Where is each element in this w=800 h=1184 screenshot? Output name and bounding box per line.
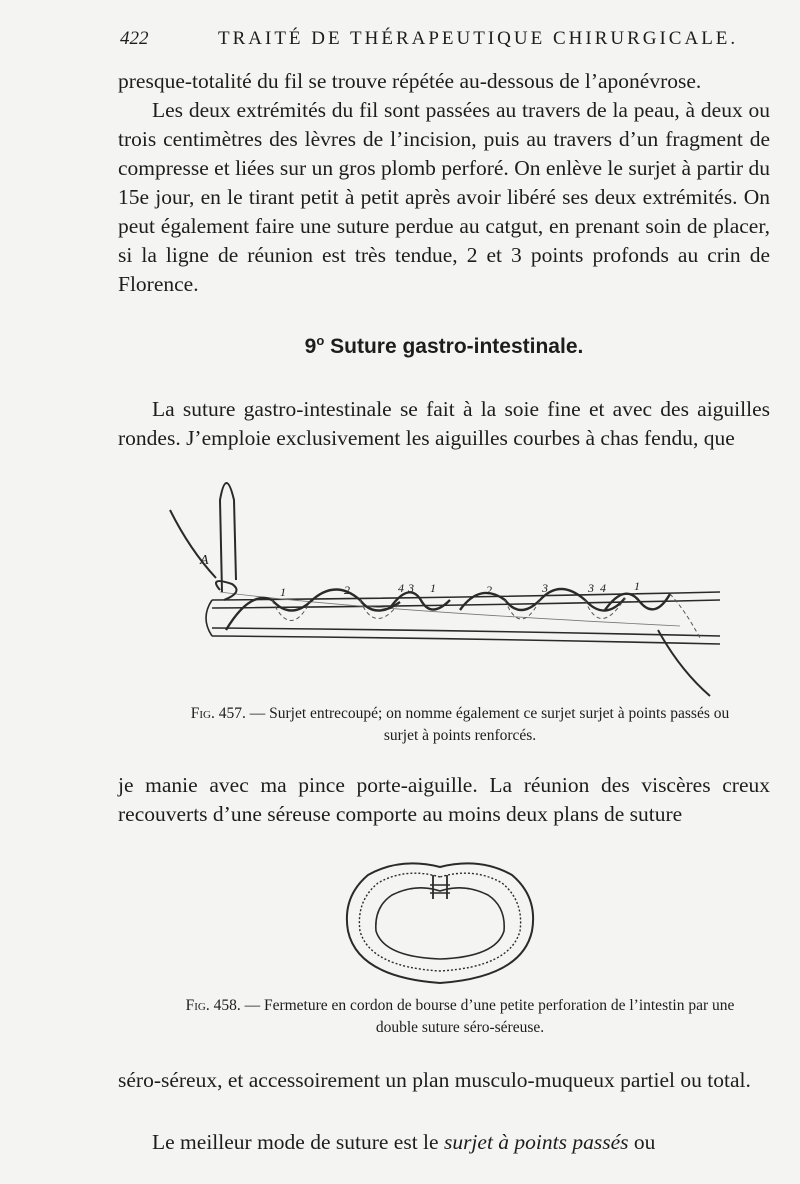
label-a: A — [200, 553, 209, 568]
paragraph-suture-technique: Les deux extrémités du fil sont passées au travers de la peau, à deux ou trois centimètres des lèvres de l’incision, puis au travers d’un fragment de compresse et liées sur un gros plomb perforé. On enlève le surjet à partir du 15e jour, en le tirant petit à petit après avoir libéré ses deux extrémités. On peut également faire une suture perdue au catgut, en prenant soin de placer, si la ligne de réunion est très tendue, 2 et 3 points profonds au crin de Florence. — [118, 98, 770, 296]
paragraph-continuation: presque-totalité du fil se trouve répétée au-dessous de l’aponévrose. — [118, 69, 702, 93]
stitch-label: 4 — [600, 581, 606, 595]
best-suture-text-start: Le meilleur mode de suture est le — [152, 1130, 444, 1154]
intestine-cross-section — [347, 863, 533, 983]
figure-458-caption — [170, 995, 750, 1039]
figure-457-illustration — [160, 460, 730, 700]
figure-458-illustration — [340, 855, 540, 990]
section-heading — [118, 333, 770, 359]
figure-458-caption-text: — Fermeture en cordon de bourse d’une petite perforation de l’intestin par une double suture séro-séreuse. — [240, 997, 735, 1036]
stitch-label: 1 — [430, 581, 436, 595]
section-number: 9 — [304, 335, 317, 358]
section-ordinal: o — [316, 333, 325, 348]
paragraph-needle-holder: je manie avec ma pince porte-aiguille. La réunion des viscères creux recouverts d’une séreuse comporte au moins deux plans de suture — [118, 773, 770, 826]
stitch-label: 4 — [398, 581, 404, 595]
figure-457-caption-text: — Surjet entrecoupé; on nomme également ce surjet surjet à points passés ou surjet à points renforcés. — [245, 705, 730, 744]
stitch-label: 2 — [344, 583, 350, 597]
section-title: Suture gastro-intestinale. — [330, 335, 584, 358]
paragraph-intro: La suture gastro-intestinale se fait à la soie fine et avec des aiguilles rondes. J’emploie exclusivement les aiguilles courbes à chas fendu, que — [118, 397, 770, 450]
stitch-label: 3 — [588, 581, 594, 595]
stitch-label: 1 — [634, 579, 640, 593]
paragraph-sero-sereux: séro-séreux, et accessoirement un plan musculo-muqueux partiel ou total. — [118, 1068, 751, 1092]
figure-458-label: Fig. 458. — [185, 997, 241, 1014]
best-suture-emphasis: surjet à points passés — [443, 1130, 629, 1154]
paragraph-best-suture — [118, 1128, 770, 1157]
stitch-label: 3 — [408, 581, 414, 595]
running-head — [120, 28, 780, 54]
running-title: TRAITÉ DE THÉRAPEUTIQUE CHIRURGICALE. — [218, 28, 739, 49]
figure-457-caption — [180, 703, 740, 747]
thread-loop — [170, 483, 710, 696]
intestine-tube — [206, 592, 720, 644]
stitch-label: 3 — [542, 581, 548, 595]
page-number: 422 — [120, 28, 149, 49]
figure-457-label: Fig. 457. — [190, 705, 246, 722]
best-suture-text-end: ou — [628, 1130, 656, 1154]
stitch-label: 1 — [280, 585, 286, 599]
stitch-label: 2 — [486, 583, 492, 597]
